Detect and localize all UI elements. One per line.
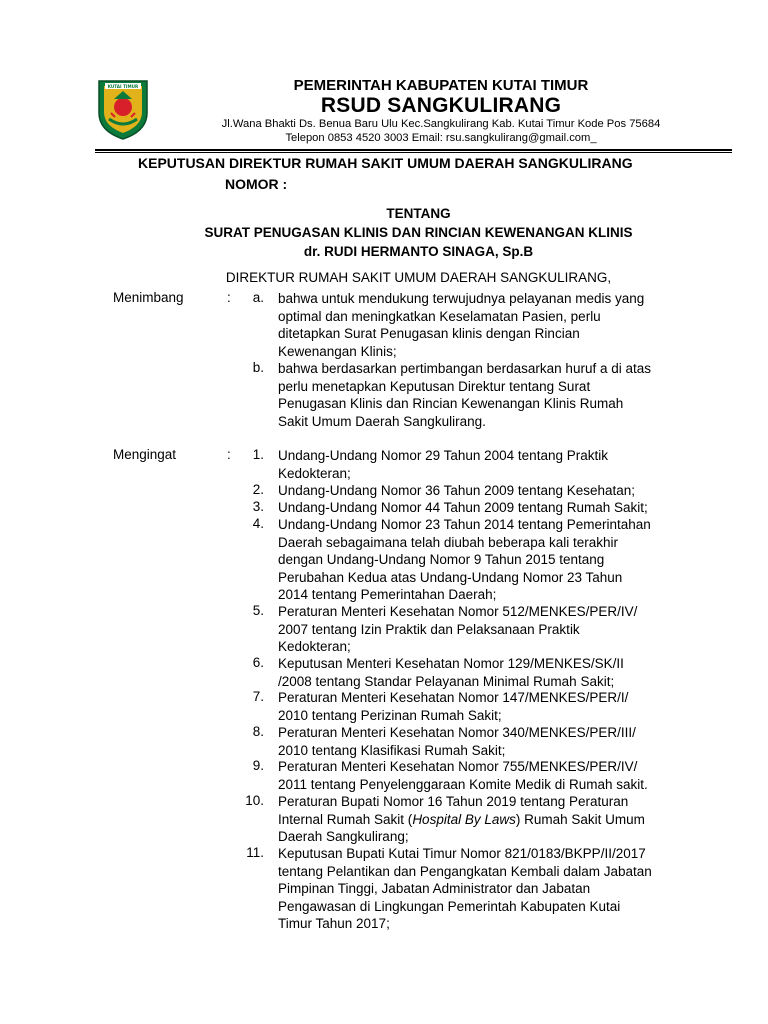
letterhead-hospital-name: RSUD SANGKULIRANG	[320, 94, 562, 117]
mengingat-item-10: Peraturan Bupati Nomor 16 Tahun 2019 tentang Peraturan Internal Rumah Sakit (Hospital By Laws) Rumah Sakit Umum Daerah Sangkulirang;	[278, 794, 645, 844]
decree-title: KEPUTUSAN DIREKTUR RUMAH SAKIT UMUM DAERAH SANGKULIRANG	[138, 155, 633, 171]
list-item-marker: 4.	[252, 516, 264, 531]
menimbang-label: Menimbang	[113, 290, 184, 305]
list-item-marker: 5.	[252, 603, 264, 618]
mengingat-item-6: Keputusan Menteri Kesehatan Nomor 129/MENKES/SK/II /2008 tentang Standar Pelayanan Minimal Rumah Sakit;	[278, 656, 624, 689]
director-heading: DIREKTUR RUMAH SAKIT UMUM DAERAH SANGKULIRANG,	[225, 270, 612, 285]
mengingat-item-2: Undang-Undang Nomor 36 Tahun 2009 tentang Kesehatan;	[278, 483, 636, 498]
list-item-marker: 7.	[252, 689, 264, 704]
letterhead-rule	[95, 149, 732, 151]
letterhead-address: Jl.Wana Bhakti Ds. Benua Baru Ulu Kec.Sangkulirang Kab. Kutai Timur Kode Pos 75684	[221, 118, 661, 130]
menimbang-item-a: bahwa untuk mendukung terwujudnya pelayanan medis yang optimal dan meningkatkan Keselamatan Pasien, perlu ditetapkan Surat Penugasan klinis dengan Rincian Kewenangan Klinis;	[278, 291, 645, 359]
mengingat-item-4: Undang-Undang Nomor 23 Tahun 2014 tentang Pemerintahan Daerah sebagaimana telah diubah beberapa kali terakhir dengan Undang-Undang Nomor 9 Tahun 2015 tentang Perubahan Kedua atas Undang-Undang Nomor 23 Tahun 2014 tentang Pemerintahan Daerah;	[278, 517, 651, 602]
menimbang-item-b: bahwa berdasarkan pertimbangan berdasarkan huruf a di atas perlu menetapkan Keputusan Direktur tentang Surat Penugasan Klinis dan Rincian Kewenangan Klinis Rumah Sakit Umum Daerah Sangkulirang.	[278, 361, 651, 429]
mengingat-item-7: Peraturan Menteri Kesehatan Nomor 147/MENKES/PER/I/ 2010 tentang Perizinan Rumah Sakit;	[278, 690, 629, 723]
regency-emblem-logo	[95, 77, 151, 141]
list-item-marker: 8.	[252, 724, 264, 739]
list-item-marker: 6.	[252, 655, 264, 670]
emblem-text: KUTAI TIMUR	[107, 84, 139, 89]
decree-number: NOMOR :	[225, 176, 288, 192]
doctor-name: dr. RUDI HERMANTO SINAGA, Sp.B	[303, 244, 534, 259]
list-item-marker: 9.	[252, 758, 264, 773]
mengingat-label: Mengingat	[113, 447, 177, 462]
mengingat-item-3: Undang-Undang Nomor 44 Tahun 2009 tentang Rumah Sakit;	[278, 500, 648, 515]
letterhead-rule-thin	[95, 152, 732, 153]
list-item-marker: 11.	[246, 845, 264, 860]
list-item-marker: 3.	[252, 499, 264, 514]
list-item-marker: 2.	[252, 482, 264, 497]
mengingat-item-1: Undang-Undang Nomor 29 Tahun 2004 tentang Praktik Kedokteran;	[278, 448, 608, 481]
mengingat-item-8: Peraturan Menteri Kesehatan Nomor 340/MENKES/PER/III/ 2010 tentang Klasifikasi Rumah Sakit;	[278, 725, 636, 758]
list-item-marker: 10.	[245, 793, 264, 808]
menimbang-colon: :	[227, 290, 231, 305]
list-item-marker: a.	[252, 290, 264, 305]
mengingat-item-9: Peraturan Menteri Kesehatan Nomor 755/MENKES/PER/IV/ 2011 tentang Penyelenggaraan Komite Medik di Rumah sakit.	[278, 759, 648, 792]
decree-subject: SURAT PENUGASAN KLINIS DAN RINCIAN KEWENANGAN KLINIS	[204, 225, 633, 240]
mengingat-item-5: Peraturan Menteri Kesehatan Nomor 512/MENKES/PER/IV/ 2007 tentang Izin Praktik dan Pelaksanaan Praktik Kedokteran;	[278, 604, 638, 654]
letterhead-contact: Telepon 0853 4520 3003 Email: rsu.sangkulirang@gmail.com_	[285, 132, 597, 144]
list-item-marker: 1.	[252, 447, 264, 462]
mengingat-item-11: Keputusan Bupati Kutai Timur Nomor 821/0183/BKPP/II/2017 tentang Pelantikan dan Pengangkatan Kembali dalam Jabatan Pimpinan Tinggi, Jabatan Administrator dan Jabatan Pengawasan di Lingkungan Pemerintah Kabupaten Kutai Timur Tahun 2017;	[278, 846, 652, 931]
letterhead-government: PEMERINTAH KABUPATEN KUTAI TIMUR	[293, 77, 589, 94]
list-item-marker: b.	[252, 360, 264, 375]
mengingat-colon: :	[227, 447, 231, 462]
about-heading: TENTANG	[386, 206, 451, 221]
